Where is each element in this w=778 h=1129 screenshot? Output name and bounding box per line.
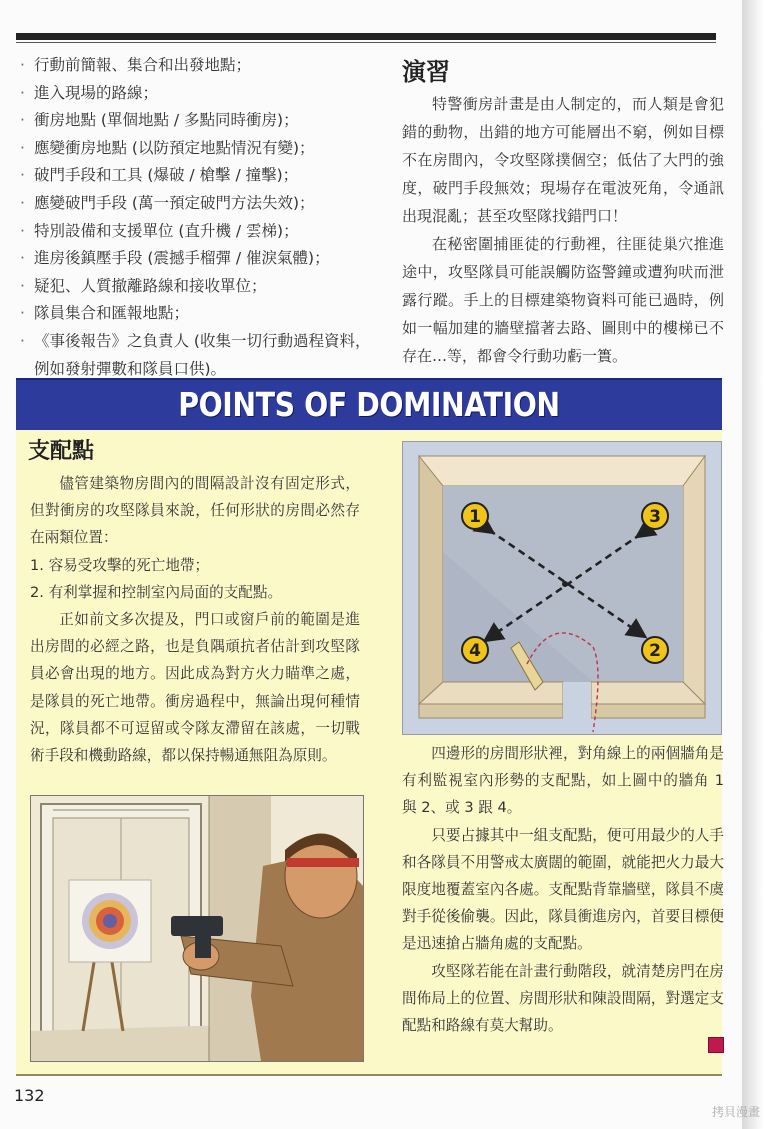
section-title: 支配點 xyxy=(28,439,95,464)
checklist-item: · 特別設備和支援單位 (直升機 / 雲梯)； xyxy=(20,218,380,246)
exercise-title: 演習 xyxy=(402,58,450,86)
svg-text:4: 4 xyxy=(469,641,481,661)
top-rule xyxy=(16,33,716,40)
checklist-item: · 《事後報告》之負責人 (收集一切行動過程資料，例如發射彈數和隊員口供)。 xyxy=(20,328,380,383)
checklist xyxy=(20,52,380,383)
svg-text:2: 2 xyxy=(649,641,661,661)
checklist-item: · 破門手段和工具 (爆破 / 槍擊 / 撞擊)； xyxy=(20,162,380,190)
page-edge-shadow xyxy=(742,0,778,1129)
watermark: 拷貝漫畫 xyxy=(712,1105,761,1119)
top-rule-thin xyxy=(16,42,716,43)
checklist-item: · 衝房地點 (單個地點 / 多點同時衝房)； xyxy=(20,107,380,135)
corner-badge-4 xyxy=(462,637,488,663)
checklist-item: · 行動前簡報、集合和出發地點； xyxy=(20,52,380,80)
caption-paragraph: 只要占據其中一組支配點，便可用最少的人手和各隊員不用警戒太廣闊的範圍，就能把火力最大限度地覆蓋室內各處。支配點背靠牆壁，隊員不虞對手從後偷襲。因此，隊員衝進房內，首要目標便是迅速搶占牆角處的支配點。 xyxy=(402,826,724,953)
section-intro: 儘管建築物房間內的間隔設計沒有固定形式，但對衝房的攻堅隊員來說，任何形狀的房間必然存在兩類位置： xyxy=(30,475,360,547)
end-of-article-mark xyxy=(708,1037,724,1053)
section-point: 2. 有利掌握和控制室內局面的支配點。 xyxy=(30,583,283,601)
diagram-caption xyxy=(402,740,724,1039)
checklist-item: · 應變破門手段 (萬一預定破門方法失效)； xyxy=(20,190,380,218)
checklist-item: · 應變衝房地點 (以防預定地點情況有變)； xyxy=(20,135,380,163)
svg-text:1: 1 xyxy=(469,507,481,527)
corner-badge-3 xyxy=(642,503,668,529)
svg-text:3: 3 xyxy=(649,507,661,527)
corner-badge-2 xyxy=(642,637,668,663)
caption-paragraph: 四邊形的房間形狀裡，對角線上的兩個牆角是有利監視室內形勢的支配點，如上圖中的牆角 1 與 2、或 3 跟 4。 xyxy=(402,745,724,817)
banner-title: POINTS OF DOMINATION xyxy=(178,385,560,424)
checklist-item: · 隊員集合和匯報地點； xyxy=(20,300,380,328)
section-paragraph: 正如前文多次提及，門口或窗戶前的範圍是進出房間的必經之路，也是負隅頑抗者估計到攻堅隊員必會出現的地方。因此成為對方火力瞄準之處，是隊員的死亡地帶。衝房過程中，無論出現何種情況，隊員都不可逗留或令隊友滯留在該處，一切戰術手段和機動路線，都以保持暢通無阻為原則。 xyxy=(30,611,360,765)
section-body xyxy=(30,470,360,769)
page-number: 132 xyxy=(14,1086,45,1105)
section-point: 1. 容易受攻擊的死亡地帶； xyxy=(30,556,210,574)
caption-paragraph: 攻堅隊若能在計畫行動階段，就清楚房門在房間佈局上的位置、房間形狀和陳設間隔，對選定支配點和路線有莫大幫助。 xyxy=(402,962,724,1035)
checklist-item: · 進房後鎮壓手段 (震撼手榴彈 / 催淚氣體)； xyxy=(20,245,380,273)
officer-illustration xyxy=(31,796,363,1061)
checklist-item: · 進入現場的路線； xyxy=(20,80,380,108)
corner-badge-1 xyxy=(462,503,488,529)
room-diagram-svg xyxy=(403,442,721,734)
room-diagram xyxy=(402,441,722,735)
exercise-paragraph: 在秘密圍捕匪徒的行動裡，往匪徒巢穴推進途中，攻堅隊員可能誤觸防盜警鐘或遭狗吠而泄露行蹤。手上的目標建築物資料可能已過時，例如一幅加建的牆壁擋著去路、圖則中的樓梯已不存在…等，都會令行動功虧一簣。 xyxy=(402,235,724,365)
checklist-item: · 疑犯、人質撤離路線和接收單位； xyxy=(20,273,380,301)
exercise-paragraph: 特警衝房計畫是由人制定的，而人類是會犯錯的動物，出錯的地方可能層出不窮，例如目標不在房間內，令攻堅隊撲個空；低估了大門的強度，破門手段無效；現場存在電波死角，令通訊出現混亂；甚至攻堅隊找錯門口！ xyxy=(402,95,724,225)
section-banner xyxy=(16,378,722,432)
exercise-body xyxy=(402,90,724,370)
illustration xyxy=(30,795,364,1062)
